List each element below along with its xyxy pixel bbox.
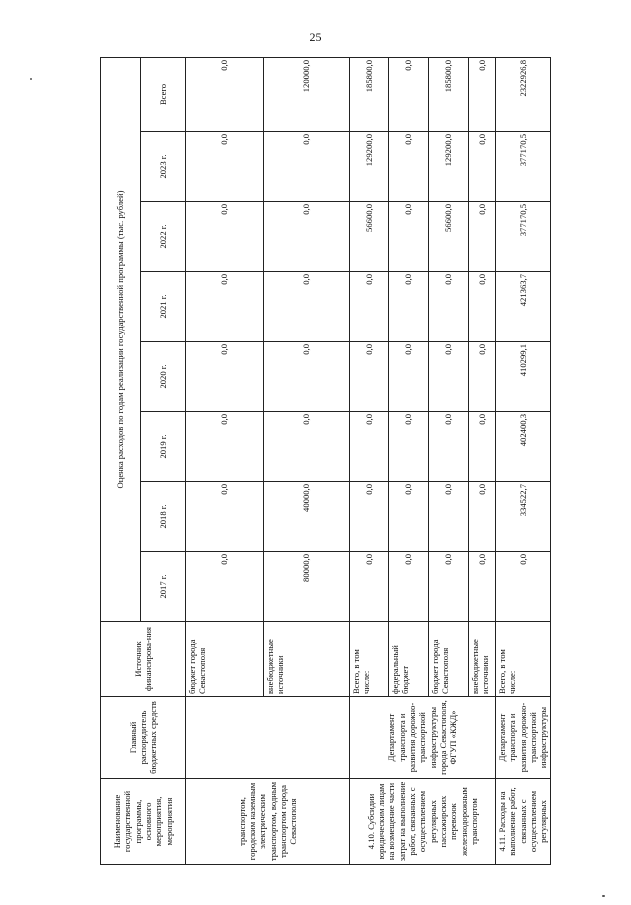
- value-cell: 402400,3: [496, 412, 551, 482]
- source-cell: внебюджетные источники: [469, 622, 496, 697]
- total-cell: 185800,0: [429, 58, 469, 132]
- source-cell: федеральный бюджет: [389, 622, 429, 697]
- value-cell: 0,0: [264, 132, 350, 202]
- responsible-cell: Департамент транспорта и развития дорожно-транспортной инфраструктуры города Севастополя, ФГУП «КЖД»: [350, 697, 496, 779]
- total-cell: 0,0: [186, 58, 264, 132]
- value-cell: 0,0: [264, 272, 350, 342]
- value-cell: 0,0: [264, 342, 350, 412]
- value-cell: 0,0: [186, 342, 264, 412]
- measure-name: транспортом, городским наземным электрическим транспортом, водным транспортом города Севастополя: [186, 779, 350, 865]
- value-cell: 0,0: [350, 552, 389, 622]
- value-cell: 421363,7: [496, 272, 551, 342]
- header-year: 2022 г.: [141, 202, 186, 272]
- value-cell: 0,0: [389, 552, 429, 622]
- value-cell: 56600,0: [429, 202, 469, 272]
- header-total: Всего: [141, 58, 186, 132]
- source-cell: бюджет города Севастополя: [186, 622, 264, 697]
- measure-name: 4.11. Расходы на выполнение работ, связанных с осуществлением регулярных: [496, 779, 551, 865]
- value-cell: 0,0: [469, 132, 496, 202]
- value-cell: 0,0: [389, 412, 429, 482]
- value-cell: 0,0: [186, 132, 264, 202]
- header-estimate: Оценка расходов по годам реализации государственной программы (тыс. рублей): [101, 58, 141, 622]
- value-cell: 377170,5: [496, 132, 551, 202]
- header-year: 2017 г.: [141, 552, 186, 622]
- value-cell: 0,0: [389, 202, 429, 272]
- header-year: 2023 г.: [141, 132, 186, 202]
- value-cell: 0,0: [389, 342, 429, 412]
- header-year: 2018 г.: [141, 482, 186, 552]
- header-year: 2020 г.: [141, 342, 186, 412]
- value-cell: 0,0: [389, 482, 429, 552]
- header-source: Источник финансирова-ния: [101, 622, 186, 697]
- measure-name: 4.10. Субсидии юридическим лицам на возмещение части затрат на выполнение работ, связанных с осуществлением регулярных пассажирских перевозок железнодорожным транспортом: [350, 779, 496, 865]
- value-cell: 0,0: [429, 342, 469, 412]
- value-cell: 0,0: [350, 482, 389, 552]
- value-cell: 129200,0: [350, 132, 389, 202]
- source-cell: внебюджетные источники: [264, 622, 350, 697]
- value-cell: 377170,5: [496, 202, 551, 272]
- rotated-table-frame: [100, 58, 549, 865]
- value-cell: 0,0: [389, 272, 429, 342]
- value-cell: 0,0: [350, 412, 389, 482]
- value-cell: 0,0: [469, 552, 496, 622]
- value-cell: 129200,0: [429, 132, 469, 202]
- budget-table: [100, 57, 551, 865]
- value-cell: 0,0: [350, 272, 389, 342]
- value-cell: 40000,0: [264, 482, 350, 552]
- header-year: 2019 г.: [141, 412, 186, 482]
- header-responsible: Главный распорядитель бюджетных средств: [101, 697, 186, 779]
- value-cell: 0,0: [429, 482, 469, 552]
- source-cell: бюджет города Севастополя: [429, 622, 469, 697]
- value-cell: 0,0: [469, 342, 496, 412]
- value-cell: 0,0: [469, 202, 496, 272]
- value-cell: 0,0: [469, 412, 496, 482]
- value-cell: 0,0: [350, 342, 389, 412]
- source-cell: Всего, в том числе:: [496, 622, 551, 697]
- total-cell: 185800,0: [350, 58, 389, 132]
- value-cell: 0,0: [469, 482, 496, 552]
- scan-speck: [602, 895, 605, 897]
- value-cell: 0,0: [429, 412, 469, 482]
- value-cell: 0,0: [429, 272, 469, 342]
- value-cell: 80000,0: [264, 552, 350, 622]
- value-cell: 0,0: [186, 552, 264, 622]
- value-cell: 0,0: [264, 412, 350, 482]
- value-cell: 56600,0: [350, 202, 389, 272]
- value-cell: 0,0: [186, 202, 264, 272]
- value-cell: 0,0: [186, 412, 264, 482]
- value-cell: 0,0: [496, 552, 551, 622]
- value-cell: 334522,7: [496, 482, 551, 552]
- header-year: 2021 г.: [141, 272, 186, 342]
- total-cell: 120000,0: [264, 58, 350, 132]
- value-cell: 0,0: [186, 272, 264, 342]
- page-number: 25: [309, 30, 322, 44]
- rotated-table-container: [100, 58, 549, 865]
- value-cell: 410299,1: [496, 342, 551, 412]
- source-cell: Всего, в том числе:: [350, 622, 389, 697]
- value-cell: 0,0: [469, 272, 496, 342]
- value-cell: 0,0: [264, 202, 350, 272]
- header-name: Наименование государственной программы, основного мероприятия, мероприятия: [101, 779, 186, 865]
- total-cell: 0,0: [389, 58, 429, 132]
- value-cell: 0,0: [389, 132, 429, 202]
- scan-speck: [30, 78, 32, 80]
- value-cell: 0,0: [429, 552, 469, 622]
- total-cell: 0,0: [469, 58, 496, 132]
- responsible-cell: [186, 697, 350, 779]
- total-cell: 2322926,8: [496, 58, 551, 132]
- value-cell: 0,0: [186, 482, 264, 552]
- responsible-cell: Департамент транспорта и развития дорожно-транспортной инфраструктуры: [496, 697, 551, 779]
